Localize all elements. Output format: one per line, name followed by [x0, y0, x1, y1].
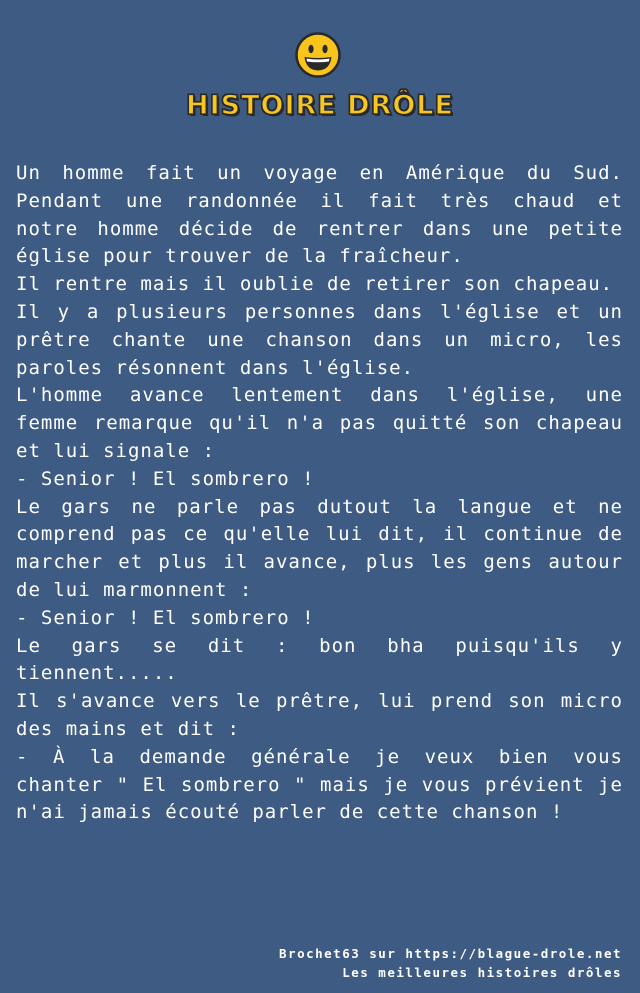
grinning-face-icon	[295, 32, 341, 78]
footer-tagline: Les meilleures histoires drôles	[342, 965, 622, 980]
footer-credit: Brochet63 sur https://blague-drole.net	[279, 946, 622, 961]
story-paragraph: Il rentre mais il oublie de retirer son chapeau.	[16, 273, 614, 296]
story-paragraph: Il s'avance vers le prêtre, lui prend son micro des mains et dit :	[16, 690, 623, 740]
footer	[279, 944, 622, 982]
story-paragraph: - À la demande générale je veux bien vous chanter " El sombrero " mais je vous prévient je n'ai jamais écouté parler de cette chanson !	[16, 745, 623, 824]
story-paragraph: Il y a plusieurs personnes dans l'église et un prêtre chante une chanson dans un micro, les paroles résonnent dans l'église.	[16, 300, 623, 379]
story-paragraph: L'homme avance lentement dans l'église, une femme remarque qu'il n'a pas quitté son chapeau et lui signale :	[16, 384, 623, 462]
page-title: HISTOIRE DRÔLE	[186, 90, 454, 121]
story-paragraph: - Senior ! El sombrero !	[16, 606, 315, 629]
story-paragraph: - Senior ! El sombrero !	[16, 467, 315, 490]
story-paragraph: Un homme fait un voyage en Amérique du Sud. Pendant une randonnée il fait très chaud et notre homme décide de rentrer dans une petite église pour trouver de la fraîcheur.	[16, 162, 623, 268]
story-paragraph: Le gars ne parle pas dutout la langue et ne comprend pas ce qu'elle lui dit, il continue de marcher et plus il avance, plus les gens autour de lui marmonnent :	[16, 495, 623, 601]
story-paragraph: Le gars se dit : bon bha puisqu'ils y tiennent.....	[16, 634, 623, 685]
story-text	[16, 160, 623, 827]
